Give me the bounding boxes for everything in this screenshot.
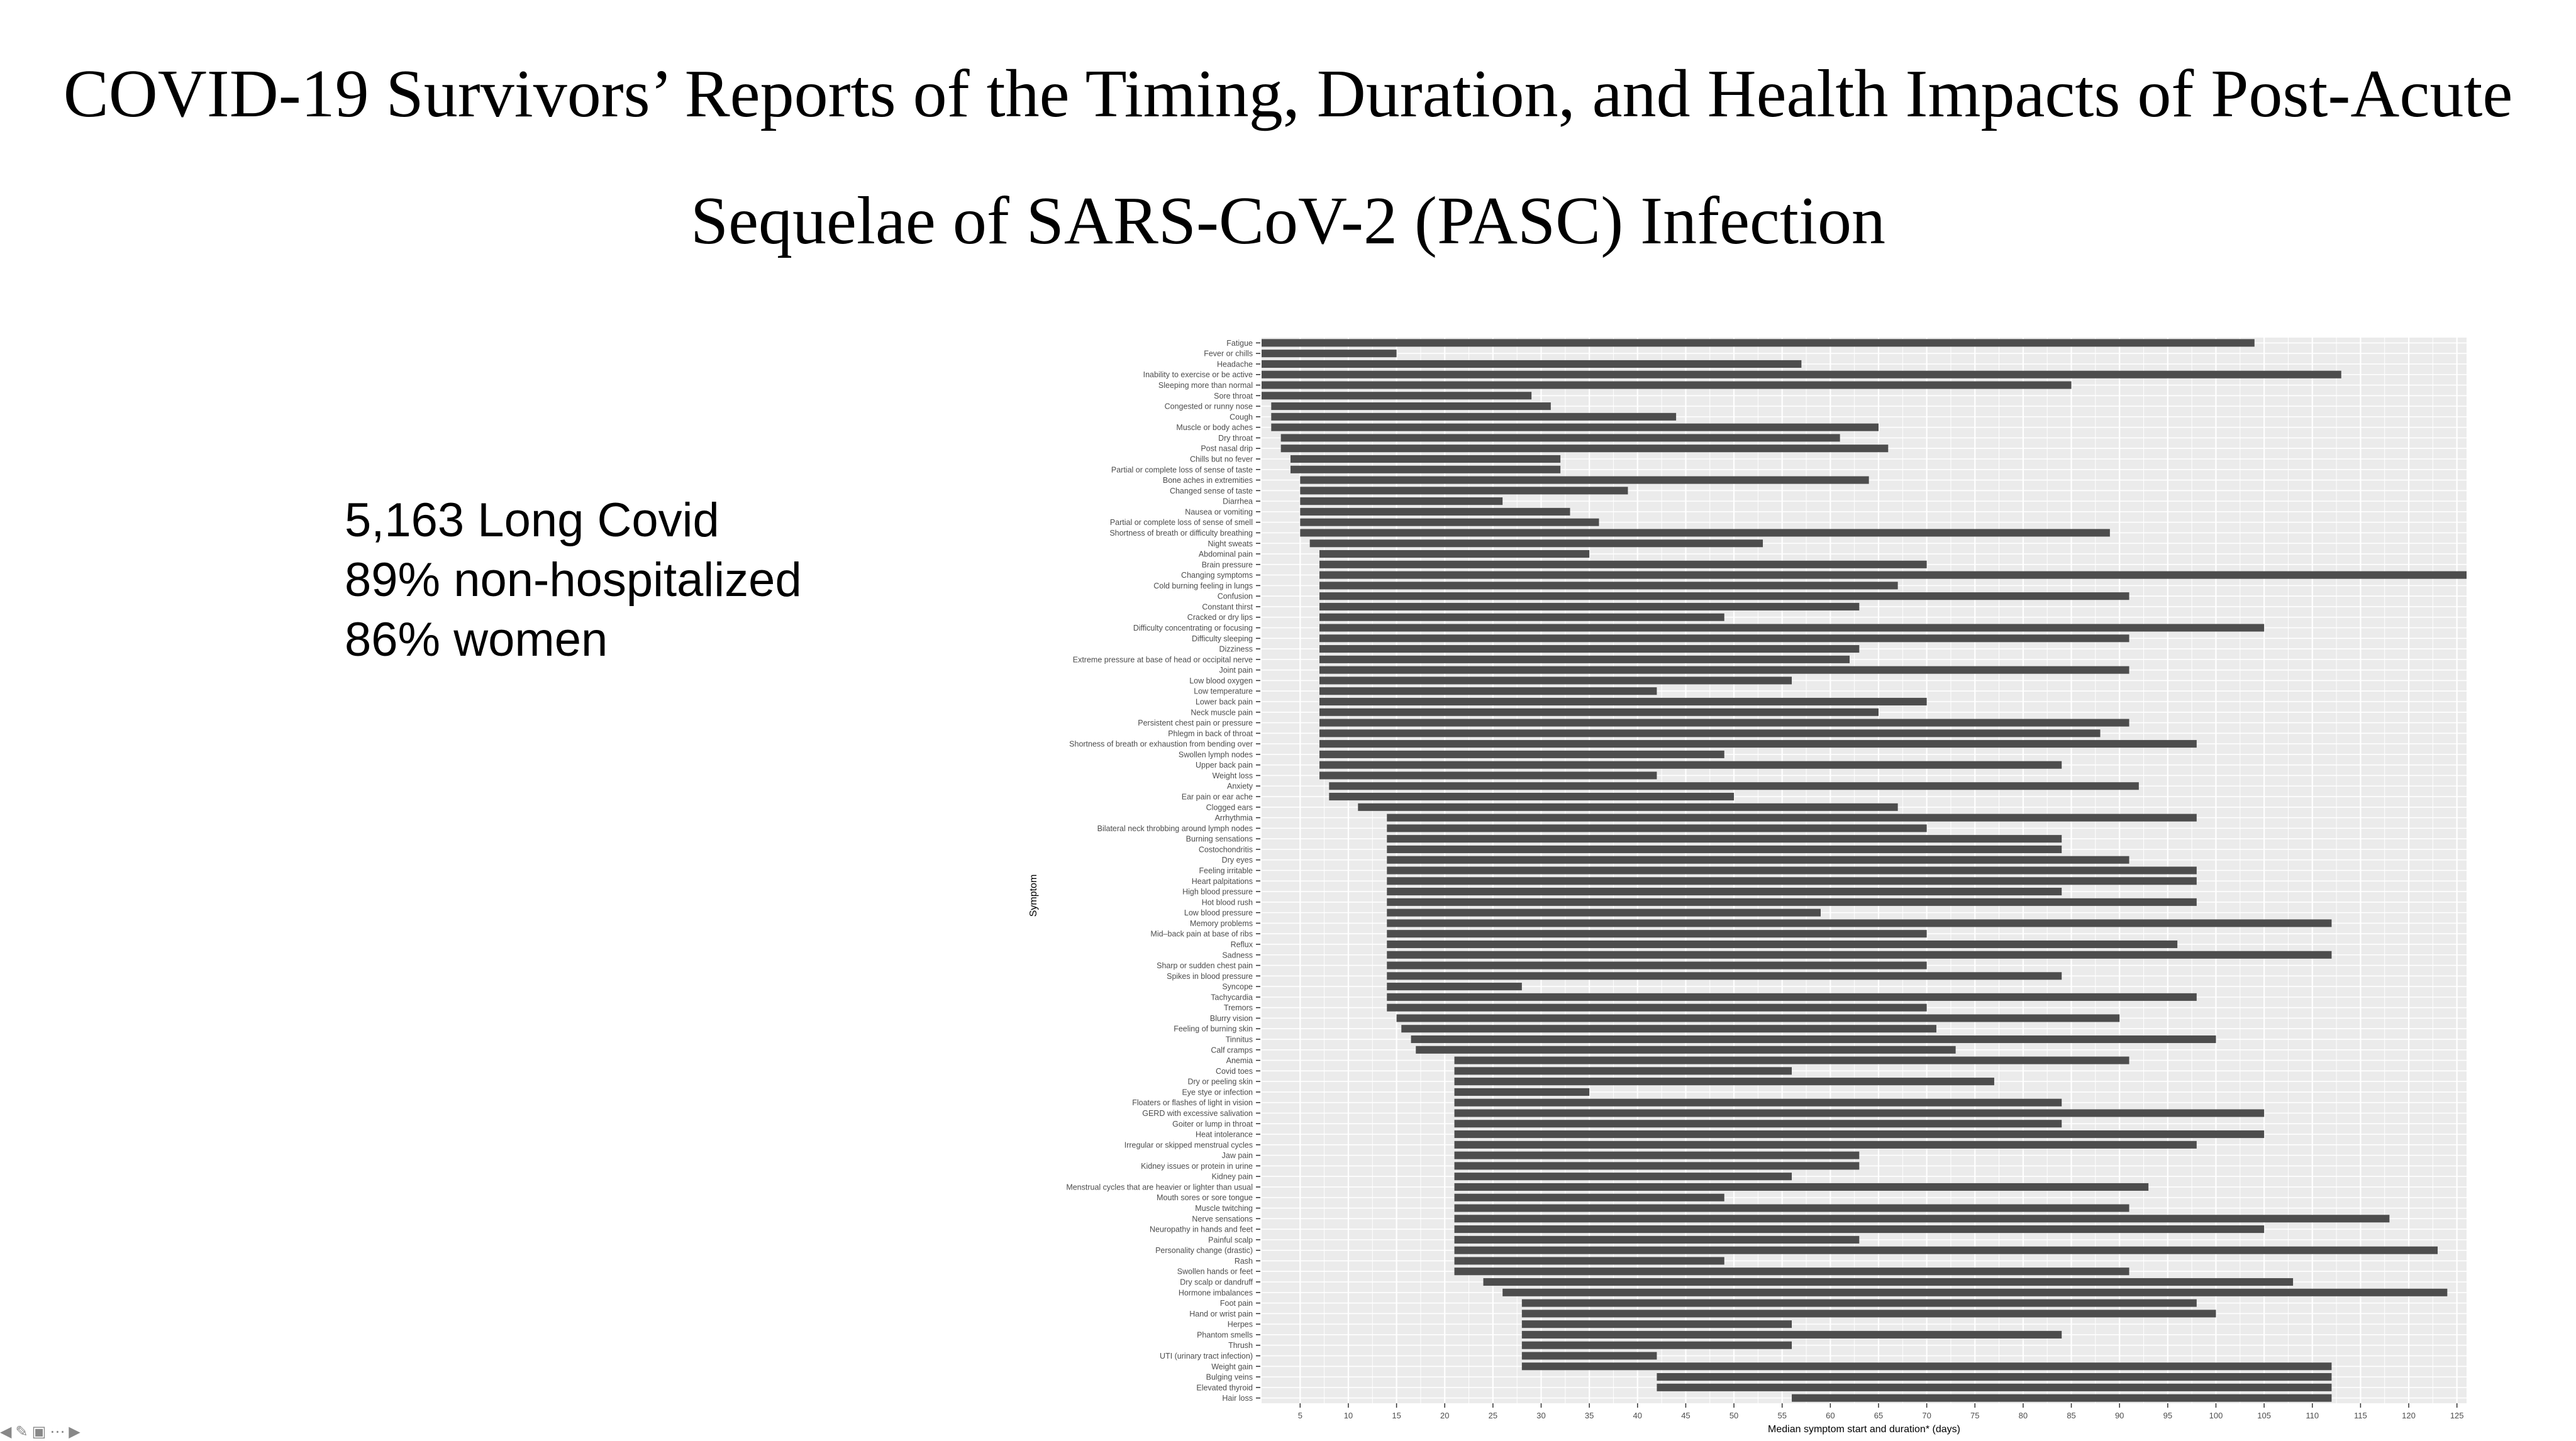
bar (1455, 1088, 1590, 1096)
bar (1455, 1194, 1724, 1201)
y-tick-label: Sore throat (1214, 391, 1253, 400)
bar (1358, 803, 1897, 811)
bar (1319, 719, 2129, 727)
y-tick-label: Thrush (1228, 1341, 1253, 1350)
bar (1300, 519, 1599, 526)
bar (1387, 909, 1821, 917)
bar (1319, 561, 1927, 568)
x-tick-label: 35 (1584, 1411, 1594, 1420)
x-tick-label: 50 (1729, 1411, 1739, 1420)
y-tick-label: Foot pain (1219, 1299, 1253, 1308)
bar (1281, 444, 1889, 452)
bar (1262, 381, 2072, 389)
y-tick-label: Fever or chills (1204, 349, 1253, 358)
bar (1319, 751, 1724, 758)
y-tick-label: Costochondritis (1198, 845, 1253, 854)
x-tick-label: 60 (1826, 1411, 1835, 1420)
y-tick-label: Constant thirst (1202, 602, 1253, 612)
bar (1387, 888, 2062, 895)
y-tick-label: Rash (1234, 1256, 1253, 1266)
slideshow-toolbar (0, 1422, 80, 1441)
y-tick-label: Anemia (1226, 1056, 1253, 1066)
y-tick-label: Sleeping more than normal (1158, 381, 1253, 390)
bar (1522, 1342, 1792, 1349)
bar (1502, 1289, 2447, 1296)
slide-title-line-2: Sequelae of SARS-CoV-2 (PASC) Infection (691, 184, 1885, 258)
bar (1657, 1384, 2331, 1391)
x-tick-label: 95 (2163, 1411, 2173, 1420)
y-tick-label: Personality change (drastic) (1155, 1246, 1253, 1256)
bar (1387, 951, 2331, 959)
y-tick-label: Extreme pressure at base of head or occipital nerve (1072, 655, 1253, 665)
y-tick-label: Irregular or skipped menstrual cycles (1124, 1140, 1253, 1150)
bar (1387, 972, 2062, 980)
bar (1319, 676, 1792, 684)
y-tick-label: Heart palpitations (1191, 876, 1253, 886)
y-tick-label: Hot blood rush (1201, 898, 1253, 907)
y-tick-label: Post nasal drip (1201, 444, 1253, 453)
y-tick-label: Chills but no fever (1189, 455, 1253, 464)
bar (1455, 1109, 2265, 1117)
bar (1455, 1057, 2129, 1064)
bar (1300, 477, 1868, 484)
bar (1319, 592, 2129, 600)
y-tick-label: Syncope (1222, 982, 1253, 991)
y-tick-label: Low blood oxygen (1189, 676, 1253, 685)
bar (1310, 539, 1763, 547)
y-tick-label: Feeling irritable (1199, 866, 1253, 875)
bar (1522, 1300, 2197, 1307)
y-tick-label: Neck muscle pain (1191, 708, 1253, 717)
bar (1397, 1014, 2120, 1022)
y-tick-label: Dry eyes (1221, 856, 1253, 865)
bar (1319, 740, 2197, 748)
bar (1319, 582, 1898, 589)
y-tick-label: Tremors (1223, 1003, 1253, 1013)
y-tick-label: Neuropathy in hands and feet (1149, 1225, 1253, 1234)
y-tick-label: Abdominal pain (1198, 549, 1253, 559)
y-tick-label: UTI (urinary tract infection) (1160, 1351, 1253, 1361)
bar (1455, 1162, 1860, 1169)
stat-non-hospitalized: 89% non-hospitalized (345, 553, 802, 607)
y-tick-label: Muscle twitching (1195, 1204, 1253, 1213)
y-tick-label: Difficulty sleeping (1191, 634, 1253, 643)
y-tick-label: Bulging veins (1206, 1372, 1253, 1382)
x-tick-label: 55 (1777, 1411, 1787, 1420)
bar (1522, 1320, 1792, 1328)
y-tick-label: Blurry vision (1209, 1013, 1253, 1023)
bar (1387, 983, 1522, 990)
bar (1319, 729, 2101, 737)
y-tick-label: Dry or peeling skin (1187, 1077, 1253, 1086)
bar (1522, 1352, 1657, 1359)
y-tick-label: Bilateral neck throbbing around lymph nodes (1097, 824, 1253, 833)
bar (1455, 1130, 2265, 1138)
bar (1262, 350, 1397, 357)
y-tick-label: Kidney pain (1211, 1172, 1253, 1181)
bar (1387, 856, 2129, 864)
bar (1319, 656, 1850, 663)
more-icon[interactable]: ⋯ (50, 1423, 65, 1440)
bar (1329, 793, 1734, 800)
y-tick-label: Clogged ears (1206, 803, 1253, 812)
bar (1387, 898, 2197, 906)
bar (1455, 1120, 2062, 1127)
y-tick-label: Partial or complete loss of sense of taste (1111, 465, 1253, 475)
x-tick-label: 105 (2257, 1411, 2271, 1420)
y-tick-label: Dizziness (1219, 644, 1253, 654)
x-tick-label: 70 (1922, 1411, 1931, 1420)
y-tick-label: Spikes in blood pressure (1167, 971, 1253, 981)
bar (1271, 413, 1676, 421)
arrow-left-icon[interactable]: ◀ (0, 1423, 12, 1440)
x-tick-label: 45 (1681, 1411, 1690, 1420)
bar (1300, 497, 1502, 505)
y-tick-label: Dry throat (1218, 433, 1253, 443)
bar (1455, 1152, 1860, 1159)
y-tick-label: Weight gain (1211, 1362, 1253, 1371)
x-tick-label: 20 (1440, 1411, 1450, 1420)
bar (1319, 550, 1589, 558)
bar (1455, 1067, 1792, 1074)
y-tick-label: Phantom smells (1197, 1330, 1253, 1340)
bar (1484, 1278, 2294, 1286)
y-tick-label: Sadness (1222, 951, 1253, 960)
bar (1411, 1035, 2216, 1043)
x-tick-label: 25 (1488, 1411, 1498, 1420)
bar (1387, 824, 1926, 832)
y-tick-label: Upper back pain (1195, 761, 1253, 770)
bar (1262, 360, 1801, 368)
y-tick-label: Memory problems (1189, 919, 1253, 928)
bar (1319, 709, 1879, 716)
bar (1455, 1204, 2129, 1212)
bar (1387, 877, 2197, 885)
bar (1319, 687, 1657, 695)
bar (1291, 466, 1560, 473)
bar (1319, 771, 1657, 779)
y-tick-label: High blood pressure (1182, 887, 1253, 897)
y-tick-label: Brain pressure (1201, 560, 1253, 570)
bar (1401, 1025, 1936, 1032)
bar (1387, 1004, 1926, 1012)
x-tick-label: 100 (2209, 1411, 2223, 1420)
y-tick-label: Swollen hands or feet (1177, 1267, 1253, 1276)
y-tick-label: Headache (1217, 360, 1253, 369)
y-tick-label: Hand or wrist pain (1189, 1309, 1253, 1318)
bar (1387, 835, 2062, 842)
bar (1281, 434, 1840, 441)
bar (1262, 339, 2255, 346)
bar (1455, 1078, 1994, 1085)
bar (1455, 1225, 2265, 1233)
y-tick-label: Jaw pain (1221, 1151, 1253, 1161)
bar (1319, 698, 1927, 705)
bar (1319, 624, 2264, 631)
y-tick-label: Tachycardia (1211, 993, 1253, 1002)
bar (1319, 645, 1859, 653)
y-tick-label: Sharp or sudden chest pain (1157, 961, 1253, 971)
y-tick-label: Lower back pain (1195, 697, 1253, 707)
x-tick-label: 120 (2402, 1411, 2416, 1420)
y-tick-label: Phlegm in back of throat (1168, 729, 1253, 738)
y-tick-label: Weight loss (1212, 771, 1253, 780)
bar (1522, 1362, 2332, 1370)
x-tick-label: 75 (1970, 1411, 1980, 1420)
y-tick-label: Kidney issues or protein in urine (1141, 1161, 1253, 1171)
x-tick-label: 5 (1297, 1411, 1302, 1420)
bar (1387, 941, 2177, 948)
x-tick-label: 10 (1343, 1411, 1353, 1420)
y-tick-label: Floaters or flashes of light in vision (1132, 1098, 1253, 1108)
bar (1455, 1215, 2390, 1222)
y-tick-label: Cold burning feeling in lungs (1153, 581, 1253, 590)
bar (1329, 782, 2139, 790)
bar (1416, 1046, 1955, 1054)
bar (1271, 402, 1551, 410)
y-tick-label: Menstrual cycles that are heavier or lighter than usual (1066, 1183, 1253, 1192)
y-tick-label: Cracked or dry lips (1187, 613, 1253, 622)
y-tick-label: Muscle or body aches (1176, 423, 1253, 433)
y-tick-label: Cough (1230, 412, 1253, 422)
bar (1300, 487, 1628, 494)
bar (1300, 508, 1570, 516)
y-tick-label: Elevated thyroid (1196, 1383, 1253, 1393)
x-tick-label: 85 (2067, 1411, 2076, 1420)
y-tick-label: Heat intolerance (1195, 1130, 1253, 1139)
y-tick-label: Reflux (1230, 940, 1253, 949)
y-tick-label: Mid–back pain at base of ribs (1150, 929, 1253, 939)
y-tick-label: Goiter or lump in throat (1172, 1119, 1253, 1129)
y-tick-label: Confusion (1217, 592, 1253, 601)
bar (1522, 1331, 2062, 1339)
bar (1319, 634, 2129, 642)
bar (1319, 603, 1859, 610)
y-tick-label: Tinnitus (1225, 1035, 1253, 1044)
y-axis-title: Symptom (1028, 874, 1039, 917)
bar (1792, 1394, 2331, 1402)
x-tick-label: 115 (2354, 1411, 2367, 1420)
y-tick-label: Covid toes (1215, 1066, 1253, 1076)
y-tick-label: Congested or runny nose (1164, 402, 1253, 411)
y-tick-label: Changing symptoms (1181, 571, 1253, 580)
bar (1387, 930, 1926, 937)
x-tick-label: 30 (1536, 1411, 1546, 1420)
stat-long-covid: 5,163 Long Covid (345, 494, 719, 547)
x-tick-label: 15 (1392, 1411, 1401, 1420)
stat-women: 86% women (345, 613, 608, 666)
bar (1455, 1141, 2197, 1149)
y-tick-label: Partial or complete loss of sense of smell (1109, 518, 1253, 527)
bar (1319, 571, 2467, 579)
bar (1455, 1267, 2129, 1275)
bar (1387, 814, 2197, 822)
y-tick-label: Painful scalp (1208, 1235, 1253, 1245)
bar (1387, 961, 1926, 969)
y-tick-label: Low blood pressure (1184, 908, 1253, 918)
bar (1455, 1183, 2149, 1191)
bar (1300, 529, 2110, 536)
y-tick-label: Fatigue (1226, 338, 1253, 348)
bar (1455, 1257, 1724, 1264)
bar (1262, 371, 2341, 378)
y-tick-label: GERD with excessive salivation (1142, 1108, 1253, 1118)
y-tick-label: Persistent chest pain or pressure (1138, 719, 1253, 728)
bar (1387, 846, 2062, 853)
y-tick-label: Nerve sensations (1192, 1214, 1253, 1223)
y-tick-label: Anxiety (1227, 781, 1253, 791)
arrow-right-icon[interactable]: ▶ (69, 1423, 80, 1440)
y-tick-label: Dry scalp or dandruff (1180, 1278, 1253, 1287)
y-tick-label: Joint pain (1219, 666, 1253, 675)
slide-title-line-1: COVID-19 Survivors’ Reports of the Timing, Duration, and Health Impacts of Post-Acute (63, 57, 2513, 131)
y-tick-label: Bone aches in extremities (1162, 476, 1253, 485)
slides-icon[interactable]: ▣ (31, 1423, 47, 1440)
y-tick-label: Changed sense of taste (1169, 486, 1253, 495)
bar (1262, 392, 1531, 399)
y-tick-label: Eye stye or infection (1182, 1088, 1253, 1097)
y-tick-label: Hormone imbalances (1178, 1288, 1253, 1298)
x-tick-label: 125 (2450, 1411, 2464, 1420)
y-tick-label: Arrhythmia (1214, 814, 1253, 823)
bar (1657, 1373, 2331, 1381)
bar (1455, 1236, 1860, 1244)
y-tick-label: Difficulty concentrating or focusing (1133, 624, 1253, 633)
x-tick-label: 40 (1633, 1411, 1643, 1420)
bar (1319, 614, 1724, 621)
pen-icon[interactable]: ✎ (15, 1423, 28, 1440)
y-tick-label: Herpes (1227, 1320, 1253, 1329)
x-tick-label: 110 (2306, 1411, 2319, 1420)
x-tick-label: 80 (2018, 1411, 2028, 1420)
y-tick-label: Shortness of breath or difficulty breathing (1109, 528, 1253, 538)
bar (1387, 866, 2197, 874)
bar (1319, 666, 2129, 674)
x-tick-label: 65 (1874, 1411, 1884, 1420)
bar (1387, 919, 2331, 927)
y-tick-label: Mouth sores or sore tongue (1157, 1193, 1253, 1203)
bar (1271, 424, 1879, 431)
bar (1455, 1099, 2062, 1107)
y-tick-label: Hair loss (1222, 1394, 1253, 1403)
y-tick-label: Calf cramps (1211, 1046, 1253, 1055)
y-tick-label: Diarrhea (1223, 497, 1253, 506)
y-tick-label: Low temperature (1194, 687, 1253, 696)
x-axis-title: Median symptom start and duration* (days) (1768, 1424, 1960, 1435)
bar (1319, 761, 2062, 769)
x-tick-label: 90 (2114, 1411, 2124, 1420)
y-tick-label: Nausea or vomiting (1185, 507, 1253, 517)
bar (1455, 1247, 2438, 1254)
y-tick-label: Burning sensations (1185, 834, 1253, 844)
bar (1455, 1173, 1792, 1180)
bar (1522, 1310, 2216, 1317)
y-tick-label: Inability to exercise or be active (1143, 370, 1253, 380)
y-tick-label: Swollen lymph nodes (1178, 750, 1253, 759)
y-tick-label: Night sweats (1208, 539, 1253, 548)
bar (1387, 993, 2197, 1001)
y-tick-label: Shortness of breath or exhaustion from bending over (1069, 739, 1253, 749)
y-tick-label: Feeling of burning skin (1174, 1024, 1253, 1034)
y-tick-label: Ear pain or ear ache (1181, 792, 1253, 802)
bar (1291, 455, 1560, 463)
